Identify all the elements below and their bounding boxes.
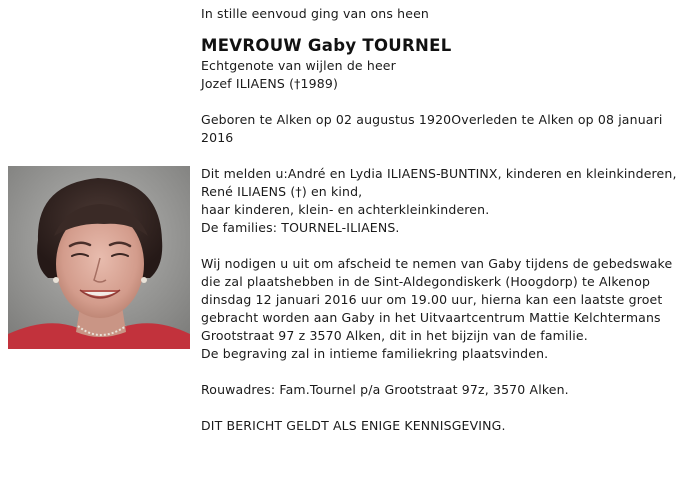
closing-notice: DIT BERICHT GELDT ALS ENIGE KENNISGEVING. <box>201 418 506 433</box>
announcement-line-1: Dit melden u:André en Lydia ILIAENS-BUNTINX, kinderen en kleinkinderen, <box>201 166 677 181</box>
spouse-line-1: Echtgenote van wijlen de heer <box>201 58 396 73</box>
announcement-line-3: haar kinderen, klein- en achterkleinkinderen. <box>201 202 490 217</box>
deceased-name: MEVROUW Gaby TOURNEL <box>201 36 452 55</box>
announcement-line-4: De families: TOURNEL-ILIAENS. <box>201 220 400 235</box>
invitation-line-1: Wij nodigen u uit om afscheid te nemen van Gaby tijdens de gebedswake <box>201 256 673 271</box>
portrait-photo <box>8 166 190 349</box>
birth-death-line: Geboren te Alken op 02 augustus 1920Overleden te Alken op 08 januari 2016 <box>201 112 663 145</box>
announcement-line-2: René ILIAENS (†) en kind, <box>201 184 363 199</box>
invitation-line-4: gebracht worden aan Gaby in het Uitvaartcentrum Mattie Kelchtermans <box>201 310 661 325</box>
invitation-line-5: Grootstraat 97 z 3570 Alken, dit in het bijzijn van de familie. <box>201 328 588 343</box>
right-earring <box>141 277 147 283</box>
left-earring <box>53 277 59 283</box>
intro-line: In stille eenvoud ging van ons heen <box>201 6 429 21</box>
invitation-line-6: De begraving zal in intieme familiekring plaatsvinden. <box>201 346 549 361</box>
invitation-line-2: die zal plaatshebben in de Sint-Aldegondiskerk (Hoogdorp) te Alkenop <box>201 274 651 289</box>
invitation-line-3: dinsdag 12 januari 2016 uur om 19.00 uur, hierna kan een laatste groet <box>201 292 663 307</box>
obituary-text <box>201 5 683 435</box>
portrait-illustration <box>8 166 190 349</box>
mourning-address: Rouwadres: Fam.Tournel p/a Grootstraat 97z, 3570 Alken. <box>201 382 569 397</box>
spouse-line-2: Jozef ILIAENS (†1989) <box>201 76 338 91</box>
